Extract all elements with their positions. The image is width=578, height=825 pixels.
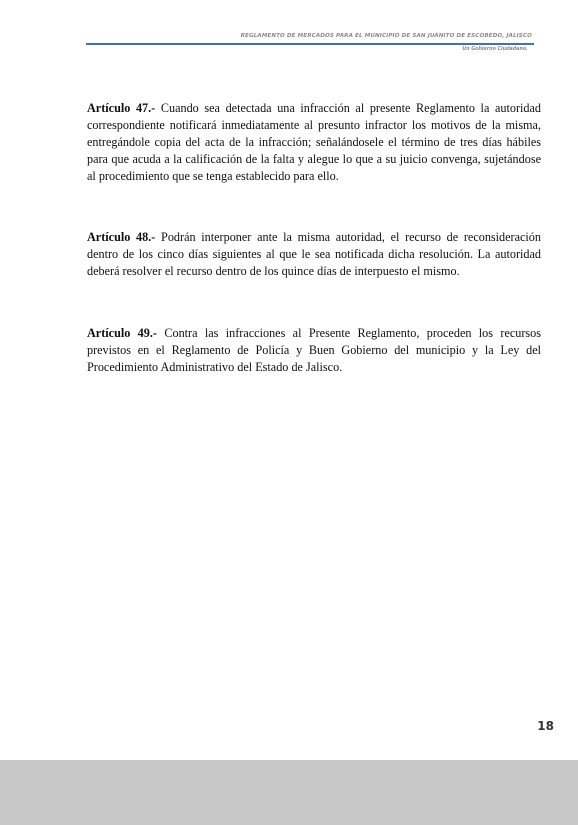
header-slogan: Un Gobierno Ciudadano. bbox=[462, 47, 528, 52]
article-49 bbox=[87, 325, 541, 376]
article-47-heading: Artículo 47.- bbox=[87, 101, 156, 115]
article-49-heading: Artículo 49.- bbox=[87, 326, 157, 340]
footer-band bbox=[0, 760, 578, 825]
article-48-body: Podrán interponer ante la misma autoridad, el recurso de reconsideración dentro de los cinco días siguientes al que le sea notificada dicha resolución. La autoridad deberá resolver el recurso dentro de los quince días de interpuesto el mismo. bbox=[87, 230, 541, 278]
article-47 bbox=[87, 100, 541, 185]
article-48 bbox=[87, 229, 541, 280]
article-48-heading: Artículo 48.- bbox=[87, 230, 156, 244]
page-number: 18 bbox=[537, 719, 554, 733]
header-title: REGLAMENTO DE MERCADOS PARA EL MUNICIPIO DE SAN JUANITO DE ESCOBEDO, JALISCO bbox=[240, 33, 532, 39]
header-rule bbox=[86, 43, 534, 45]
article-47-body: Cuando sea detectada una infracción al presente Reglamento la autoridad correspondiente notificará inmediatamente al presunto infractor los motivos de la misma, entregándole copia del acta de la infracción; señalándosele el término de tres días hábiles para que acuda a la calificación de la falta y alegue lo que a su juicio convenga, sujetándose al procedimiento que se tenga establecido para ello. bbox=[87, 101, 541, 183]
article-49-body: Contra las infracciones al Presente Reglamento, proceden los recursos previstos en el Reglamento de Policía y Buen Gobierno del municipio y la Ley del Procedimiento Administrativo del Estado de Jalisco. bbox=[87, 326, 541, 374]
